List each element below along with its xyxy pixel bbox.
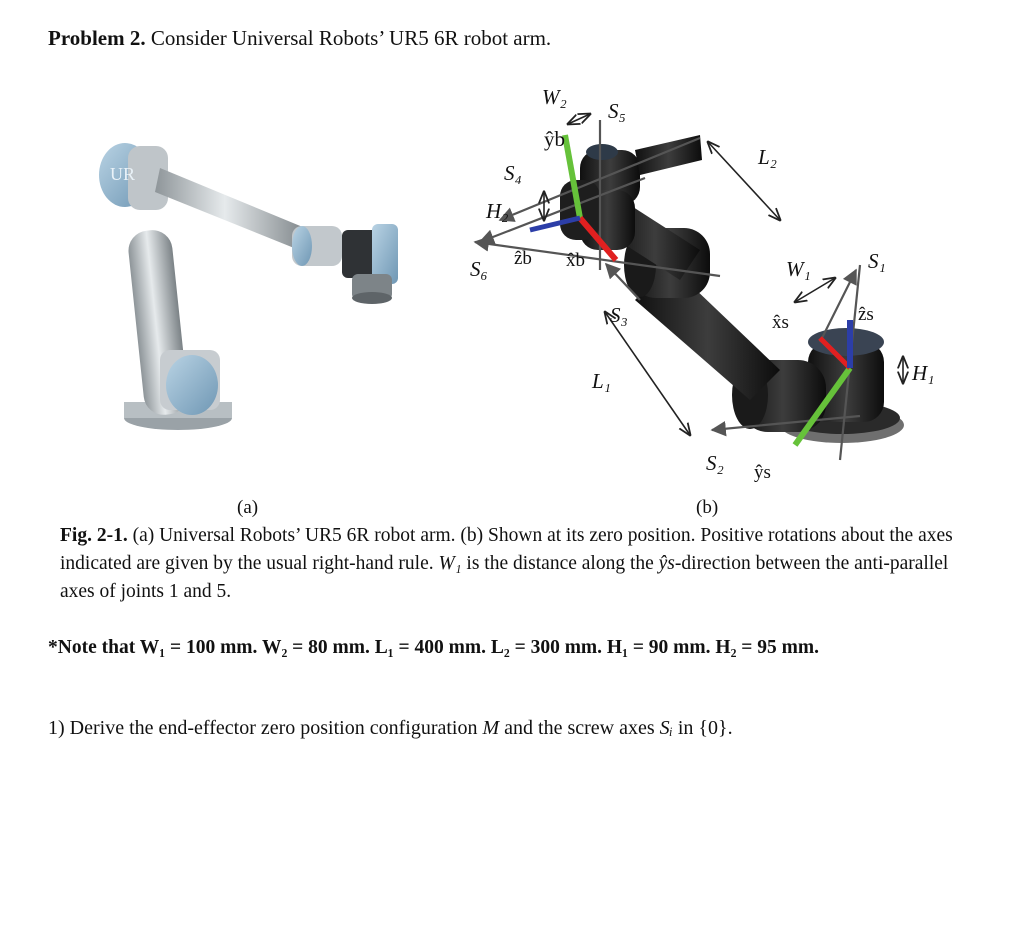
- label-S2: S₂: [706, 451, 724, 475]
- dim-W2: [568, 114, 590, 124]
- label-S3: S₃: [610, 303, 628, 327]
- label-S5: S₅: [608, 99, 626, 123]
- caption-ys: ŷs: [658, 553, 675, 574]
- label-ys: ŷs: [754, 462, 771, 483]
- question-text-1: 1) Derive the end-effector zero position configuration: [48, 717, 478, 739]
- label-S6: S₆: [470, 257, 488, 281]
- question-text-2: and the screw axes: [504, 717, 655, 739]
- ur5-photo: [99, 143, 398, 430]
- label-L2: L₂: [758, 145, 777, 169]
- label-L1: L₁: [592, 369, 611, 393]
- note-prefix: *Note that: [48, 637, 136, 658]
- label-H1: H₁: [912, 361, 935, 385]
- label-S4: S₄: [504, 161, 522, 185]
- robot-figure: [60, 80, 960, 500]
- dim-W1: [795, 278, 835, 302]
- parameter-note: [48, 633, 958, 663]
- caption-text-3: -direction between the anti-parallel axes of joints 1 and 5.: [60, 553, 949, 602]
- problem-heading: Problem 2.: [48, 26, 146, 50]
- problem-statement: [48, 26, 551, 51]
- figure-caption: [60, 522, 960, 606]
- caption-label: Fig. 2-1.: [60, 525, 128, 546]
- problem-text: Consider Universal Robots’ UR5 6R robot arm.: [150, 26, 552, 50]
- sublabel-b: (b): [696, 497, 719, 518]
- question-text-3: in {0}.: [677, 717, 733, 739]
- question-M: M: [482, 717, 500, 739]
- question-1: [48, 717, 733, 740]
- label-xb: x̂b: [566, 250, 585, 271]
- label-zs: ẑs: [858, 304, 874, 325]
- label-xs: x̂s: [772, 312, 789, 333]
- sublabel-a: (a): [237, 497, 259, 518]
- label-yb: ŷb: [544, 127, 565, 151]
- ur-logo: UR: [110, 164, 136, 184]
- caption-text-2: is the distance along the: [466, 553, 654, 574]
- label-W1: W₁: [786, 257, 811, 281]
- question-Si: Sᵢ: [659, 717, 673, 739]
- label-zb: ẑb: [514, 248, 532, 269]
- ur5-zero-position: [560, 135, 904, 443]
- label-S1: S₁: [868, 249, 886, 273]
- note-values: W₁ = 100 mm. W₂ = 80 mm. L₁ = 400 mm. L₂ = 300 mm. H₁ = 90 mm. H₂ = 95 mm.: [139, 637, 820, 658]
- label-H2: H₂: [486, 199, 509, 223]
- caption-w1: W₁: [438, 553, 462, 574]
- label-W2: W₂: [542, 85, 567, 109]
- caption-text-1: (a) Universal Robots’ UR5 6R robot arm. (b) Shown at its zero position. Positive rotations about the axes indicated are given by the usual right-hand rule.: [60, 525, 953, 574]
